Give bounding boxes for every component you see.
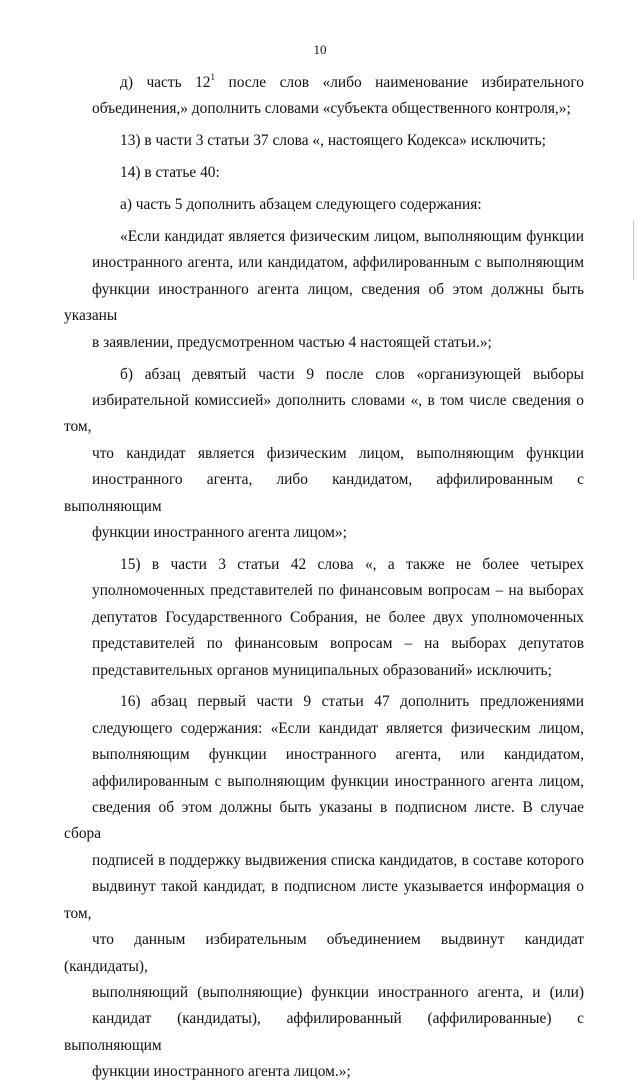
- text-line: функции иностранного агента лицом»;: [92, 524, 347, 541]
- text-line: что кандидат является физическим лицом, выполняющим функции: [92, 444, 584, 462]
- text-line: аффилированным с выполняющим функции иностранного агента лицом,: [92, 772, 584, 790]
- paragraph-15: [92, 552, 584, 684]
- text-line: представительных органов муниципальных образований» исключить;: [92, 661, 552, 679]
- text-line: «Если кандидат является физическим лицом, выполняющим функции: [120, 228, 584, 246]
- text-line: функции иностранного агента лицом, сведения об этом должны быть указаны: [64, 280, 584, 325]
- paragraph-d-part-12-1: [92, 70, 584, 123]
- text-line: депутатов Государственного Собрания, не более двух уполномоченных: [92, 608, 584, 626]
- paragraph-16: [64, 689, 584, 1085]
- scan-edge-mark: [633, 220, 634, 280]
- text-line: д) часть $12^1$ после слов «либо наименование избирательного: [120, 71, 584, 91]
- text-line: иностранного агента, или кандидатом, аффилированным с выполняющим: [92, 254, 584, 272]
- text-line: объединения,» дополнить словами «субъекта общественного контроля,»;: [92, 100, 571, 118]
- text-line: выдвинут такой кандидат, в подписном листе указывается информация о том,: [64, 878, 584, 922]
- paragraph-14-b: [64, 362, 584, 547]
- text-line: кандидат (кандидаты), аффилированный (аффилированные) с выполняющим: [64, 1010, 584, 1054]
- text-line: представителей по финансовым вопросам – на выборах депутатов: [92, 635, 584, 653]
- page-number: 10: [313, 42, 327, 57]
- document-body: [64, 70, 584, 1086]
- text-line: что данным избирательным объединением выдвинут кандидат (кандидаты),: [64, 931, 584, 975]
- text-line: 16) абзац первый части 9 статьи 47 дополнить предложениями: [120, 693, 584, 711]
- text-line: функции иностранного агента лицом.»;: [92, 1063, 351, 1081]
- paragraph-14-a-quote: [64, 224, 584, 356]
- text-line: уполномоченных представителей по финансовым вопросам – на выборах: [92, 582, 584, 600]
- text-line: в заявлении, предусмотренном частью 4 настоящей статьи.»;: [92, 333, 492, 351]
- text-line: иностранного агента, либо кандидатом, аффилированным с выполняющим: [64, 471, 584, 515]
- paragraph-14: 14) в статье 40:: [120, 164, 220, 182]
- paragraph-14-a: а) часть 5 дополнить абзацем следующего содержания:: [120, 196, 482, 214]
- superscript: 1: [210, 71, 215, 82]
- text-line: 15) в части 3 статьи 42 слова «, а также не более четырех: [120, 555, 584, 573]
- text-line: б) абзац девятый части 9 после слов «организующей выборы: [120, 365, 584, 383]
- text-line: избирательной комиссией» дополнить словами «, в том числе сведения о том,: [64, 391, 584, 436]
- text-line: следующего содержания: «Если кандидат является физическим лицом,: [92, 719, 584, 737]
- text-line: выполняющим функции иностранного агента, или кандидатом,: [92, 746, 584, 764]
- text-line: выполняющий (выполняющие) функции иностранного агента, и (или): [92, 983, 584, 1001]
- text-line: сведения об этом должны быть указаны в подписном листе. В случае сбора: [64, 799, 584, 843]
- paragraph-13: 13) в части 3 статьи 37 слова «, настоящего Кодекса» исключить;: [120, 132, 546, 150]
- text-line: подписей в поддержку выдвижения списка кандидатов, в составе которого: [92, 851, 584, 869]
